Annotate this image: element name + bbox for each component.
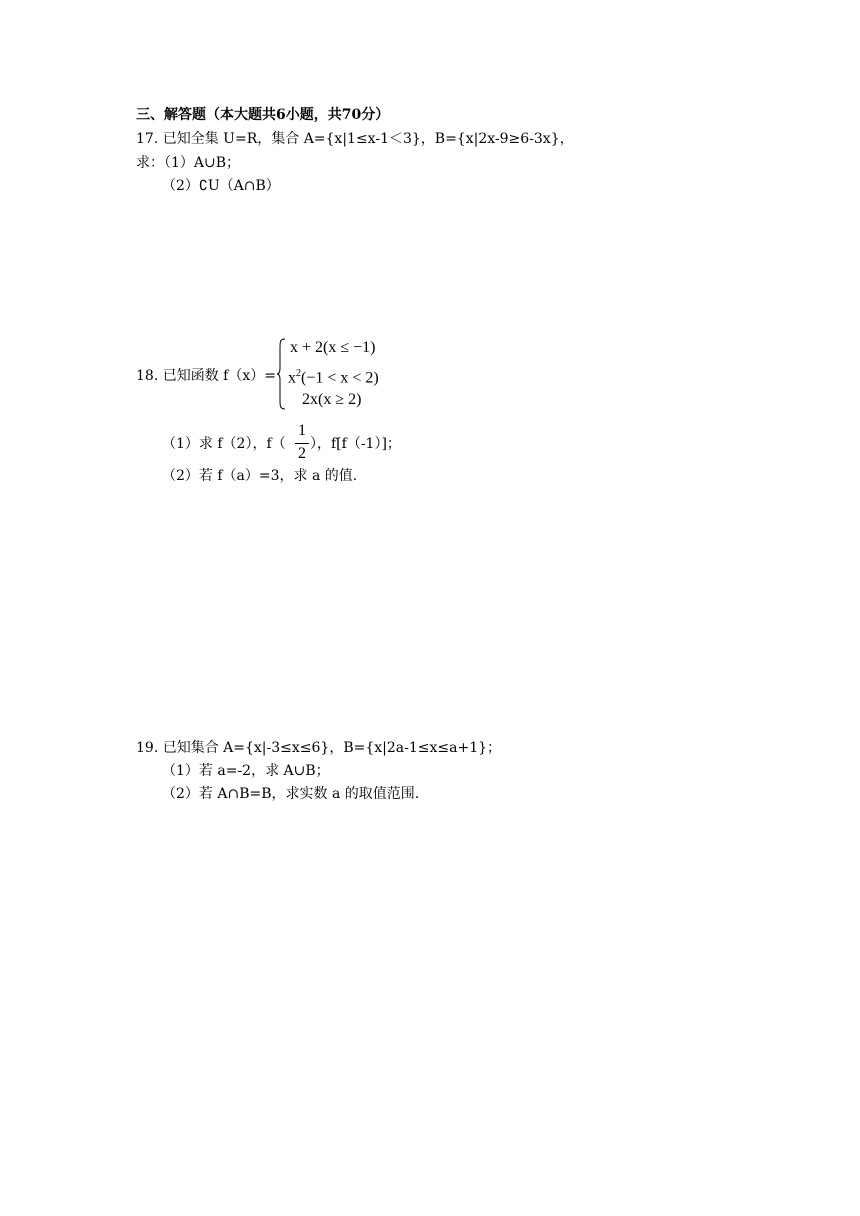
heading-pre: 三、解答题（本大题共 (136, 107, 276, 123)
q18-part1-a: （1）求 f（2），f（ (162, 436, 286, 452)
q19-number: 19. (136, 740, 159, 756)
q18-piecewise (136, 336, 476, 412)
q17-line2: 求：（1）A∪B； (136, 155, 241, 171)
q18-case2-rest: (−1 < x < 2) (301, 369, 379, 387)
q19-line2: （1）若 a=-2，求 A∪B； (162, 763, 330, 779)
q18-case2-base: x (288, 369, 296, 387)
heading-num-questions: 6 (276, 107, 286, 123)
q19-text: 已知集合 A={x|-3≤x≤6}，B={x|2a-1≤x≤a+1}； (162, 740, 502, 756)
section-heading (136, 106, 389, 124)
q18-case2-exp: 2 (296, 368, 301, 379)
heading-post: 分） (361, 107, 390, 123)
q17-number: 17. (136, 131, 159, 147)
q18-intro (136, 365, 276, 385)
q18-case1: x + 2(x ≤ −1) (290, 339, 376, 356)
heading-mid: 小题，共 (285, 107, 342, 123)
q18-part1-b: ），f[f（-1）]； (310, 436, 401, 452)
fraction-bar (295, 443, 309, 444)
fraction-numerator: 1 (298, 422, 306, 439)
q17-line1 (136, 130, 574, 148)
q19-line1 (136, 739, 501, 757)
q17-line3: （2）∁U（A∩B） (162, 178, 280, 194)
q18-part2: （2）若 f（a）=3，求 a 的值. (162, 468, 358, 484)
fraction-denominator: 2 (298, 445, 306, 462)
q18-case3: 2x(x ≥ 2) (302, 391, 362, 408)
q18-case2 (288, 364, 379, 388)
q19-line3: （2）若 A∩B=B，求实数 a 的取值范围. (162, 786, 420, 802)
q18-number: 18. (136, 368, 159, 384)
q18-intro-text: 已知函数 f（x）= (162, 368, 276, 384)
left-brace-icon (276, 338, 286, 410)
heading-num-points: 70 (341, 107, 362, 123)
q17-text: 已知全集 U=R，集合 A={x|1≤x-1＜3}，B={x|2x-9≥6-3x}， (162, 131, 574, 147)
